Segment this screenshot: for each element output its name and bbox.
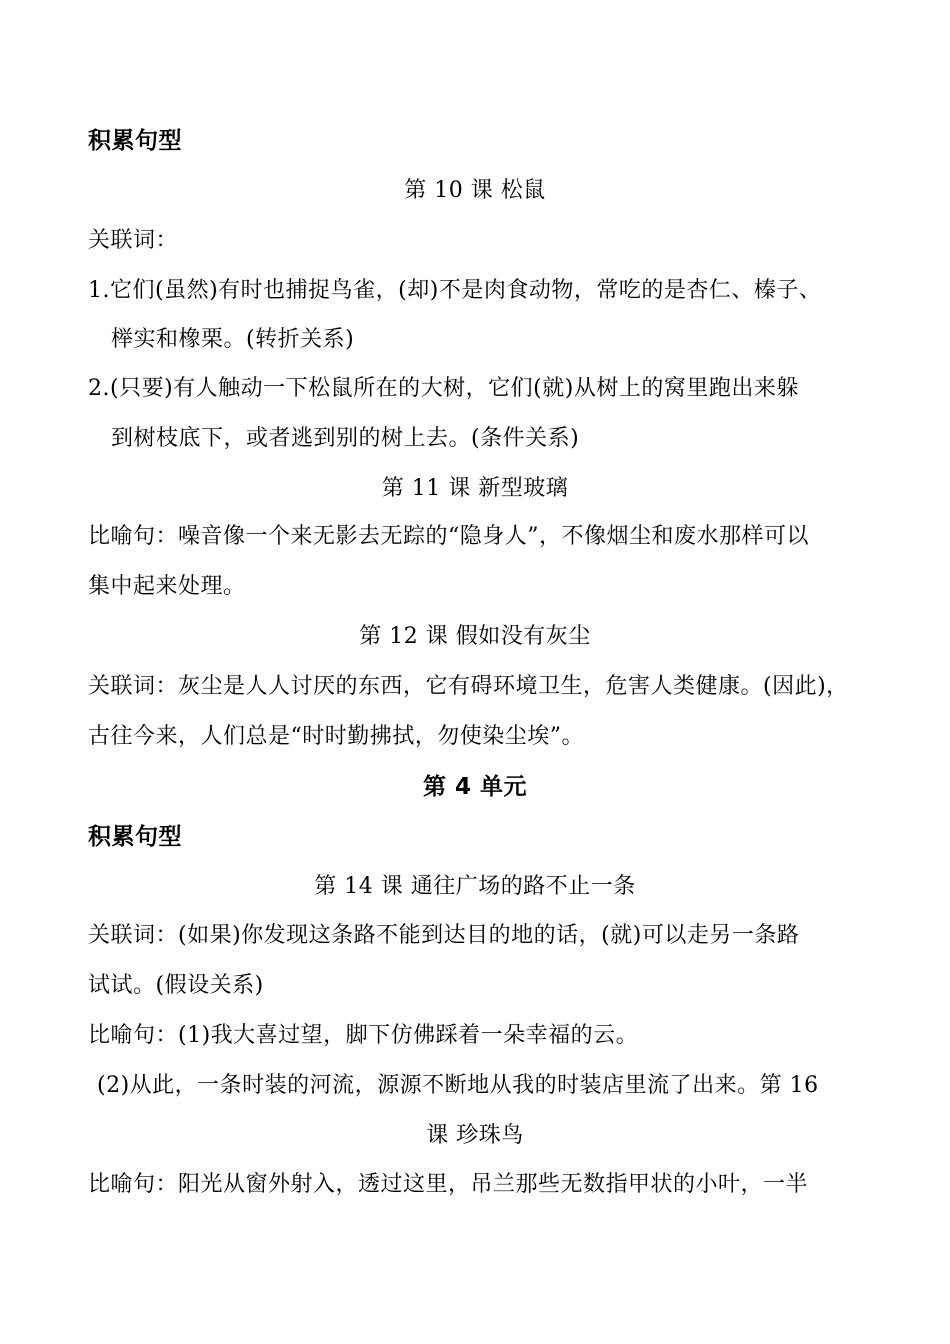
lesson-16-line-1: 比喻句：阳光从窗外射入，透过这里，吊兰那些无数指甲状的小叶，一半 (88, 1172, 809, 1197)
lesson-14-line-2: 试试。(假设关系) (88, 973, 264, 998)
lesson-10-item-1-line-2: 榉实和橡栗。(转折关系) (111, 327, 355, 352)
conjunction-label: 关联词： (88, 228, 179, 253)
lesson-14-simile-1: 比喻句：(1)我大喜过望，脚下仿佛踩着一朵幸福的云。 (88, 1023, 639, 1048)
lesson-11-line-1: 比喻句：噪音像一个来无影去无踪的“隐身人”，不像烟尘和废水那样可以 (88, 524, 809, 549)
lesson-12-line-2: 古往今来，人们总是“时时勤拂拭，勿使染尘埃”。 (88, 724, 584, 749)
lesson-12-line-1: 关联词：灰尘是人人讨厌的东西，它有碍环境卫生，危害人类健康。(因此)， (88, 674, 849, 699)
lesson-14-line-1: 关联词：(如果)你发现这条路不能到达目的地的话，(就)可以走另一条路 (88, 923, 800, 948)
unit-4-title: 第 4 单元 (422, 774, 528, 800)
lesson-11-line-2: 集中起来处理。 (88, 574, 246, 599)
lesson-12-title: 第 12 课 假如没有灰尘 (359, 624, 591, 649)
lesson-14-simile-2: (2)从此，一条时装的河流，源源不断地从我的时装店里流了出来。第 16 (97, 1073, 819, 1098)
unit-4-heading-accumulate: 积累句型 (88, 824, 182, 850)
lesson-10-item-2-line-2: 到树枝底下，或者逃到别的树上去。(条件关系) (111, 426, 580, 451)
lesson-16-title: 课 珍珠鸟 (426, 1123, 524, 1148)
lesson-10-item-1-line-1: 1.它们(虽然)有时也捕捉鸟雀，(却)不是肉食动物，常吃的是杏仁、榛子、 (88, 278, 822, 303)
lesson-10-title: 第 10 课 松鼠 (404, 178, 546, 203)
lesson-11-title: 第 11 课 新型玻璃 (381, 476, 569, 501)
section-heading-accumulate: 积累句型 (88, 128, 182, 154)
lesson-14-title: 第 14 课 通往广场的路不止一条 (314, 874, 636, 899)
lesson-10-item-2-line-1: 2.(只要)有人触动一下松鼠所在的大树，它们(就)从树上的窝里跑出来躲 (88, 376, 799, 401)
